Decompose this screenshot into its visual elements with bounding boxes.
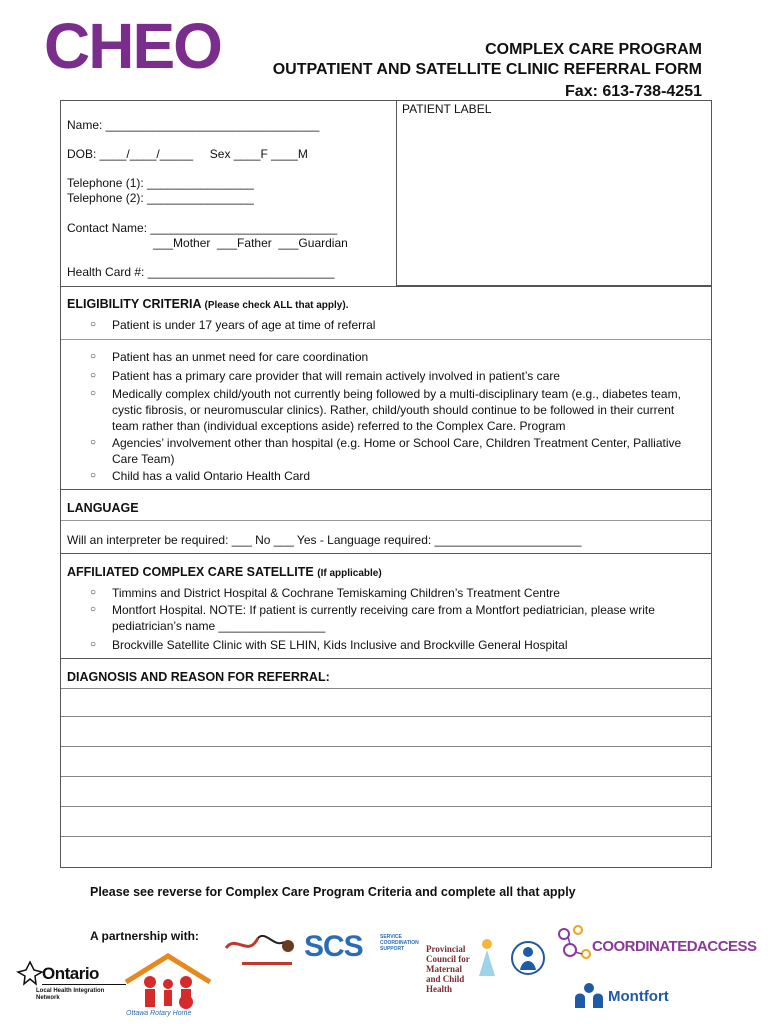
reason-line[interactable] [61,688,711,689]
section-divider [61,553,711,554]
reseau-icon [222,928,300,976]
form-title-line1: COMPLEX CARE PROGRAM [485,41,702,58]
montfort-icon [572,982,606,1008]
reseau-logo [222,928,300,976]
diagnosis-title: DIAGNOSIS AND REASON FOR REFERRAL: [67,670,330,684]
eligibility-item: Patient is under 17 years of age at time of referral [112,318,376,332]
reverse-note: Please see reverse for Complex Care Program Criteria and complete all that apply [90,885,576,899]
provincial-text: Provincial Council for Maternal and Child Health [426,944,470,994]
rotary-house-icon [120,952,216,1010]
fax-number: Fax: 613-738-4251 [565,83,702,100]
form-title-line2: OUTPATIENT AND SATELLITE CLINIC REFERRAL FORM [272,61,702,78]
montfort-logo [572,982,682,1012]
eligibility-heading [67,297,348,311]
cftct-logo [508,928,548,992]
scs-text: SCS [304,930,363,963]
patient-label-text: PATIENT LABEL [402,102,492,116]
ontario-lhin-logo [14,958,124,1014]
telephone2-field[interactable]: Telephone (2): ________________ [67,191,254,205]
logo-divider [42,984,126,985]
section-divider [61,286,711,287]
satellite-subtitle: (If applicable) [317,568,382,579]
network-nodes-icon [556,924,596,964]
checkbox-circle[interactable]: ○ [90,370,97,381]
eligibility-item: Patient has an unmet need for care coordination [112,350,369,364]
eligibility-item: Medically complex child/youth not currently being followed by a multi-disciplinary team (e.g., diabetes team, cystic fibrosis, or neuromuscular clinics). Rather, child/youth should continue to be followed in their current team rather than (individual exceptions aside) referred to the Complex Care. Program [112,387,681,433]
contact-relationship-field[interactable]: ___Mother ___Father ___Guardian [153,236,348,250]
eligibility-item: Agencies’ involvement other than hospital (e.g. Home or School Care, Children Treatment Center, Palliative Care Team) [112,436,682,466]
name-field[interactable]: Name: ________________________________ [67,118,320,132]
checkbox-circle[interactable]: ○ [90,604,97,615]
montfort-text: Montfort [608,988,669,1005]
interpreter-question[interactable]: Will an interpreter be required: ___ No ___ Yes - Language required: ______________________ [67,533,582,547]
section-divider [61,658,711,659]
section-divider [61,489,711,490]
satellite-item: Brockville Satellite Clinic with SE LHIN, Kids Inclusive and Brockville General Hospital [112,638,568,652]
health-card-field[interactable]: Health Card #: ____________________________ [67,265,335,279]
checkbox-circle[interactable]: ○ [90,639,97,650]
scs-subtext: SERVICE COORDINATION SUPPORT [380,934,419,952]
provincial-council-logo [426,938,498,998]
telephone1-field[interactable]: Telephone (1): ________________ [67,176,254,190]
satellite-title: AFFILIATED COMPLEX CARE SATELLITE [67,565,314,579]
eligibility-title: ELIGIBILITY CRITERIA [67,297,202,311]
scs-logo [304,930,424,990]
contact-name-field[interactable]: Contact Name: ____________________________ [67,221,338,235]
checkbox-circle[interactable]: ○ [90,351,97,362]
satellite-item: Montfort Hospital. NOTE: If patient is currently receiving care from a Montfort pediatrician, please write pediatrician’s name ________________ [112,603,655,633]
ottawa-rotary-home-logo [120,952,216,1022]
coordinated-access-logo [556,924,756,964]
row-divider [61,339,711,340]
reason-line[interactable] [61,746,711,747]
language-title: LANGUAGE [67,501,139,515]
mother-child-icon [476,938,498,978]
checkbox-circle[interactable]: ○ [90,587,97,598]
dob-sex-field[interactable]: DOB: ____/____/_____ Sex ____F ____M [67,147,308,161]
cftct-icon [508,928,548,992]
patient-label-box [396,101,711,286]
ontario-text: Ontario [42,964,99,983]
reason-line[interactable] [61,716,711,717]
checkbox-circle[interactable]: ○ [90,388,97,399]
row-divider [61,520,711,521]
eligibility-item: Patient has a primary care provider that will remain actively involved in patient’s care [112,369,560,383]
satellite-item: Timmins and District Hospital & Cochrane Temiskaming Children’s Treatment Centre [112,586,560,600]
reason-line[interactable] [61,836,711,837]
lhin-text: Local Health Integration Network [36,988,105,1001]
coordinated-text: COORDINATEDACCESS [592,938,757,955]
checkbox-circle[interactable]: ○ [90,319,97,330]
satellite-heading [67,565,382,579]
reason-line[interactable] [61,776,711,777]
eligibility-item: Child has a valid Ontario Health Card [112,469,311,483]
reason-line[interactable] [61,806,711,807]
cheo-logo: CHEO [44,10,221,82]
checkbox-circle[interactable]: ○ [90,437,97,448]
trillium-icon [16,960,44,986]
eligibility-subtitle: (Please check ALL that apply). [204,300,349,311]
rotary-text: Ottawa Rotary Home [126,1010,192,1017]
partnership-label: A partnership with: [90,929,199,943]
checkbox-circle[interactable]: ○ [90,470,97,481]
